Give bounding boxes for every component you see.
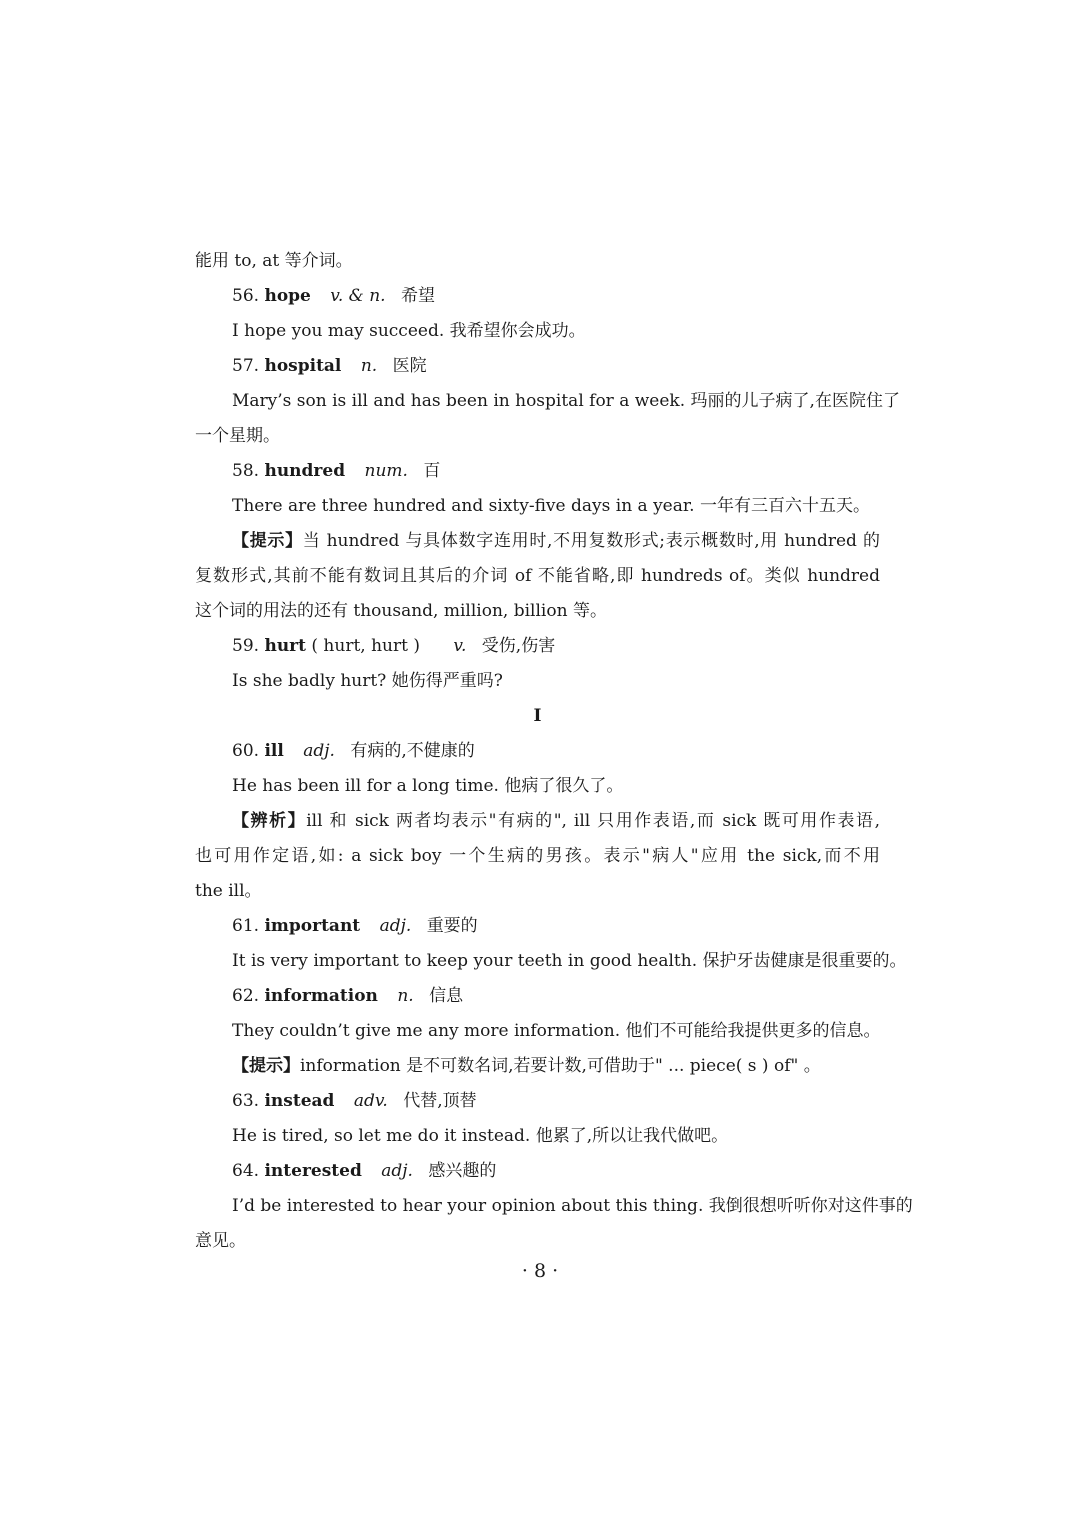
- note-text: ill 和 sick 两者均表示"有病的", ill 只用作表语,而 sick 既可用作表语,: [306, 811, 881, 831]
- entry-number: 63.: [232, 1091, 260, 1111]
- meaning: 信息: [429, 986, 464, 1006]
- part-of-speech: adj.: [379, 916, 412, 936]
- example-64-line-2: 意见。: [195, 1231, 246, 1251]
- note-tag: 【提示】: [232, 531, 303, 551]
- part-of-speech: adj.: [303, 741, 335, 761]
- part-of-speech: adv.: [353, 1091, 388, 1111]
- example-62: They couldn’t give me any more information. 他们不可能给我提供更多的信息。: [232, 1021, 881, 1041]
- note-text: 当 hundred 与具体数字连用时,不用复数形式;表示概数时,用 hundred 的: [302, 531, 880, 551]
- note-58-line-2: 复数形式,其前不能有数词且其后的介词 of 不能省略,即 hundreds of。类似 hundred: [195, 566, 880, 586]
- section-letter: I: [533, 706, 542, 726]
- example-57-line-1: Mary’s son is ill and has been in hospital for a week. 玛丽的儿子病了,在医院住了: [232, 391, 900, 411]
- meaning: 重要的: [426, 916, 478, 936]
- entry-61-important: [232, 914, 880, 938]
- part-of-speech: n.: [397, 986, 414, 1006]
- entry-number: 60.: [232, 741, 260, 761]
- entry-number: 56.: [232, 286, 260, 306]
- note-tag: 【辨析】: [232, 811, 307, 831]
- entry-57-hospital: [232, 354, 880, 378]
- part-of-speech: adj.: [381, 1161, 413, 1181]
- continuation-line: 能用 to, at 等介词。: [195, 251, 353, 271]
- meaning: 有病的,不健康的: [350, 741, 475, 761]
- headword: hurt: [264, 636, 306, 656]
- entry-60-ill: [232, 739, 880, 763]
- entry-59-hurt: [232, 634, 880, 658]
- meaning: 医院: [392, 356, 427, 376]
- example-59: Is she badly hurt? 她伤得严重吗?: [232, 671, 503, 691]
- note-60-line-2: 也可用作定语,如: a sick boy 一个生病的男孩。表示"病人"应用 the sick,而不用: [195, 846, 880, 866]
- headword: hospital: [264, 356, 342, 376]
- headword: interested: [264, 1161, 362, 1181]
- example-56: I hope you may succeed. 我希望你会成功。: [232, 321, 586, 341]
- example-63: He is tired, so let me do it instead. 他累了,所以让我代做吧。: [232, 1126, 729, 1146]
- headword: ill: [264, 741, 284, 761]
- verb-forms: ( hurt, hurt ): [311, 636, 420, 656]
- example-64-line-1: I’d be interested to hear your opinion about this thing. 我倒很想听听你对这件事的: [232, 1196, 913, 1216]
- entry-number: 64.: [232, 1161, 260, 1181]
- entry-number: 58.: [232, 461, 260, 481]
- meaning: 百: [423, 461, 441, 481]
- headword: instead: [264, 1091, 335, 1111]
- entry-number: 59.: [232, 636, 260, 656]
- part-of-speech: v. & n.: [330, 286, 386, 306]
- entry-63-instead: [232, 1089, 880, 1113]
- note-60-line-3: the ill。: [195, 881, 262, 901]
- meaning: 感兴趣的: [428, 1161, 497, 1181]
- entry-number: 57.: [232, 356, 260, 376]
- entry-62-information: [232, 984, 880, 1008]
- meaning: 希望: [400, 286, 435, 306]
- headword: information: [264, 986, 378, 1006]
- meaning: 代替,顶替: [403, 1091, 477, 1111]
- part-of-speech: n.: [360, 356, 378, 376]
- entry-56-hope: [232, 284, 880, 308]
- example-61: It is very important to keep your teeth in good health. 保护牙齿健康是很重要的。: [232, 951, 907, 971]
- headword: hope: [264, 286, 311, 306]
- page-number: · 8 ·: [521, 1260, 559, 1282]
- note-text: information 是不可数名词,若要计数,可借助于" ... piece( s ) of" 。: [300, 1056, 821, 1076]
- note-60-line-1: [232, 809, 880, 833]
- meaning: 受伤,伤害: [481, 636, 556, 656]
- entry-58-hundred: [232, 459, 880, 483]
- part-of-speech: v.: [453, 636, 467, 656]
- example-57-line-2: 一个星期。: [195, 426, 280, 446]
- headword: important: [264, 916, 361, 936]
- example-58: There are three hundred and sixty-five days in a year. 一年有三百六十五天。: [232, 496, 870, 516]
- entry-number: 61.: [232, 916, 260, 936]
- note-58-line-3: 这个词的用法的还有 thousand, million, billion 等。: [195, 601, 607, 621]
- note-62: [232, 1054, 880, 1078]
- note-tag: 【提示】: [232, 1056, 300, 1076]
- entry-number: 62.: [232, 986, 260, 1006]
- note-58-line-1: [232, 529, 880, 553]
- entry-64-interested: [232, 1159, 880, 1183]
- example-60: He has been ill for a long time. 他病了很久了。: [232, 776, 624, 796]
- headword: hundred: [264, 461, 346, 481]
- part-of-speech: num.: [364, 461, 408, 481]
